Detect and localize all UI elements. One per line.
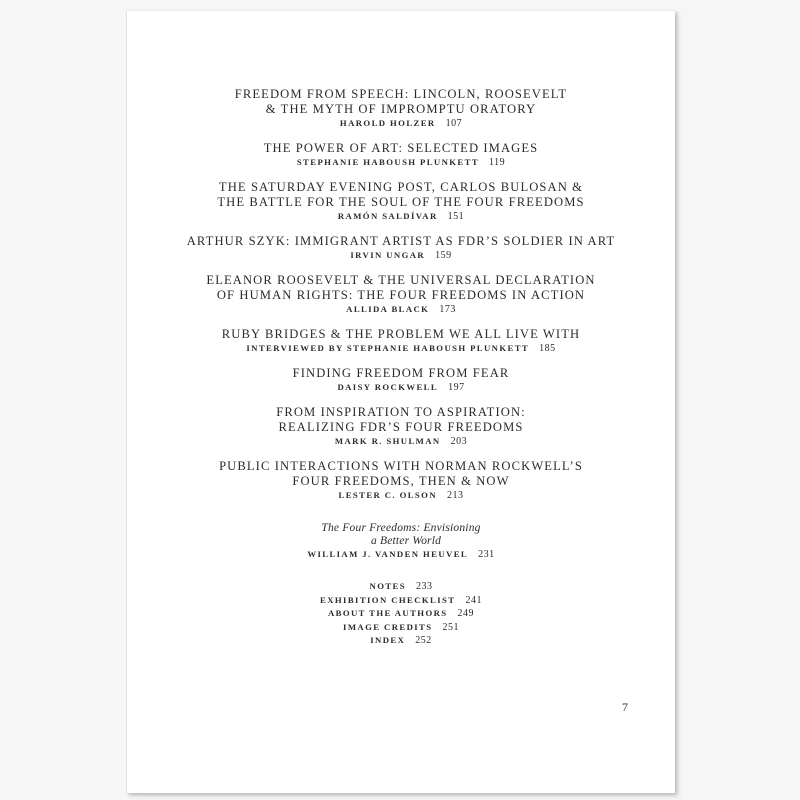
toc-entry-freedom-from-fear bbox=[127, 366, 675, 394]
back-matter-about-authors bbox=[127, 607, 675, 621]
entry-byline bbox=[127, 249, 675, 262]
toc-entry-ruby-bridges bbox=[127, 327, 675, 355]
entry-page-number: 173 bbox=[439, 304, 456, 315]
back-matter-label: NOTES bbox=[369, 581, 406, 591]
entry-title-line: THE POWER OF ART: SELECTED IMAGES bbox=[263, 141, 539, 155]
entry-title-line: PUBLIC INTERACTIONS WITH NORMAN ROCKWELL’S bbox=[219, 459, 583, 473]
back-matter-exhibition-checklist bbox=[127, 594, 675, 608]
entry-page-number: 231 bbox=[478, 549, 495, 560]
entry-title-line: THE SATURDAY EVENING POST, CARLOS BULOSAN & bbox=[218, 180, 584, 194]
entry-title-line: FOUR FREEDOMS, THEN & NOW bbox=[292, 474, 510, 488]
back-matter-label: IMAGE CREDITS bbox=[343, 621, 433, 632]
entry-page-number: 107 bbox=[445, 118, 463, 129]
page-folio-number: 7 bbox=[622, 700, 628, 714]
entry-page-number: 213 bbox=[447, 490, 464, 501]
back-matter-index bbox=[127, 634, 675, 648]
back-matter-notes bbox=[127, 580, 675, 594]
entry-title-line: FINDING FREEDOM FROM FEAR bbox=[292, 366, 510, 380]
back-matter-page-number: 233 bbox=[415, 581, 433, 592]
entry-byline bbox=[127, 489, 675, 502]
entry-italic-title-line: The Four Freedoms: Envisioning bbox=[321, 522, 481, 534]
entry-title-line: OF HUMAN RIGHTS: THE FOUR FREEDOMS IN ACTION bbox=[216, 288, 586, 302]
entry-byline bbox=[127, 210, 675, 223]
entry-page-number: 203 bbox=[450, 436, 468, 447]
entry-author: DAISY ROCKWELL bbox=[337, 382, 439, 392]
back-matter-label: EXHIBITION CHECKLIST bbox=[320, 594, 456, 605]
entry-byline bbox=[127, 117, 675, 130]
entry-title-line: FREEDOM FROM SPEECH: LINCOLN, ROOSEVELT bbox=[234, 87, 568, 101]
toc-entry-holzer bbox=[127, 87, 675, 130]
entry-title-line: THE BATTLE FOR THE SOUL OF THE FOUR FREEDOMS bbox=[217, 195, 585, 209]
back-matter-label: ABOUT THE AUTHORS bbox=[327, 608, 448, 619]
entry-page-number: 159 bbox=[435, 250, 452, 261]
toc-entry-szyk bbox=[127, 234, 675, 262]
entry-byline bbox=[127, 435, 675, 448]
entry-byline bbox=[127, 156, 675, 169]
entry-byline bbox=[127, 342, 675, 355]
entry-author: ALLIDA BLACK bbox=[346, 304, 430, 314]
toc-entry-power-of-art bbox=[127, 141, 675, 169]
back-matter-page-number: 241 bbox=[465, 594, 482, 606]
entry-title-line: RUBY BRIDGES & THE PROBLEM WE ALL LIVE WITH bbox=[221, 327, 581, 341]
entry-title-line: ELEANOR ROOSEVELT & THE UNIVERSAL DECLARATION bbox=[206, 273, 596, 287]
toc-entry-inspiration bbox=[127, 405, 675, 448]
back-matter-list bbox=[127, 580, 675, 648]
entry-title-line: ARTHUR SZYK: IMMIGRANT ARTIST AS FDR’S SOLDIER IN ART bbox=[186, 234, 616, 248]
back-matter-page-number: 252 bbox=[415, 635, 432, 647]
back-matter-label: INDEX bbox=[370, 635, 406, 646]
entry-author: IRVIN UNGAR bbox=[350, 250, 426, 260]
entry-title-line: & THE MYTH OF IMPROMPTU ORATORY bbox=[265, 102, 537, 116]
table-of-contents bbox=[127, 87, 675, 648]
entry-page-number: 185 bbox=[539, 343, 556, 354]
entry-author: WILLIAM J. VANDEN HEUVEL bbox=[307, 549, 469, 559]
entry-page-number: 119 bbox=[489, 157, 506, 168]
entry-byline bbox=[127, 381, 675, 394]
back-matter-image-credits bbox=[127, 621, 675, 635]
back-matter-page-number: 251 bbox=[442, 621, 459, 633]
entry-author: MARK R. SHULMAN bbox=[334, 436, 441, 446]
toc-entry-public-interactions bbox=[127, 459, 675, 502]
entry-byline bbox=[127, 548, 675, 561]
entry-page-number: 197 bbox=[448, 382, 465, 393]
toc-entry-eleanor-roosevelt bbox=[127, 273, 675, 316]
entry-title-line: REALIZING FDR’S FOUR FREEDOMS bbox=[278, 420, 524, 434]
entry-byline bbox=[127, 303, 675, 316]
entry-title-line: FROM INSPIRATION TO ASPIRATION: bbox=[276, 405, 526, 419]
entry-author: LESTER C. OLSON bbox=[338, 490, 437, 500]
entry-author: INTERVIEWED BY STEPHANIE HABOUSH PLUNKETT bbox=[246, 343, 530, 353]
entry-author: HAROLD HOLZER bbox=[339, 118, 436, 128]
entry-page-number: 151 bbox=[447, 211, 465, 222]
entry-author: RAMÓN SALDÍVAR bbox=[337, 211, 438, 221]
entry-italic-title-line: a Better World bbox=[370, 535, 442, 547]
toc-entry-saldivar bbox=[127, 180, 675, 223]
entry-author: STEPHANIE HABOUSH PLUNKETT bbox=[296, 157, 480, 167]
back-matter-page-number: 249 bbox=[457, 608, 475, 620]
book-page bbox=[126, 10, 675, 793]
toc-entry-envisioning bbox=[127, 522, 675, 561]
